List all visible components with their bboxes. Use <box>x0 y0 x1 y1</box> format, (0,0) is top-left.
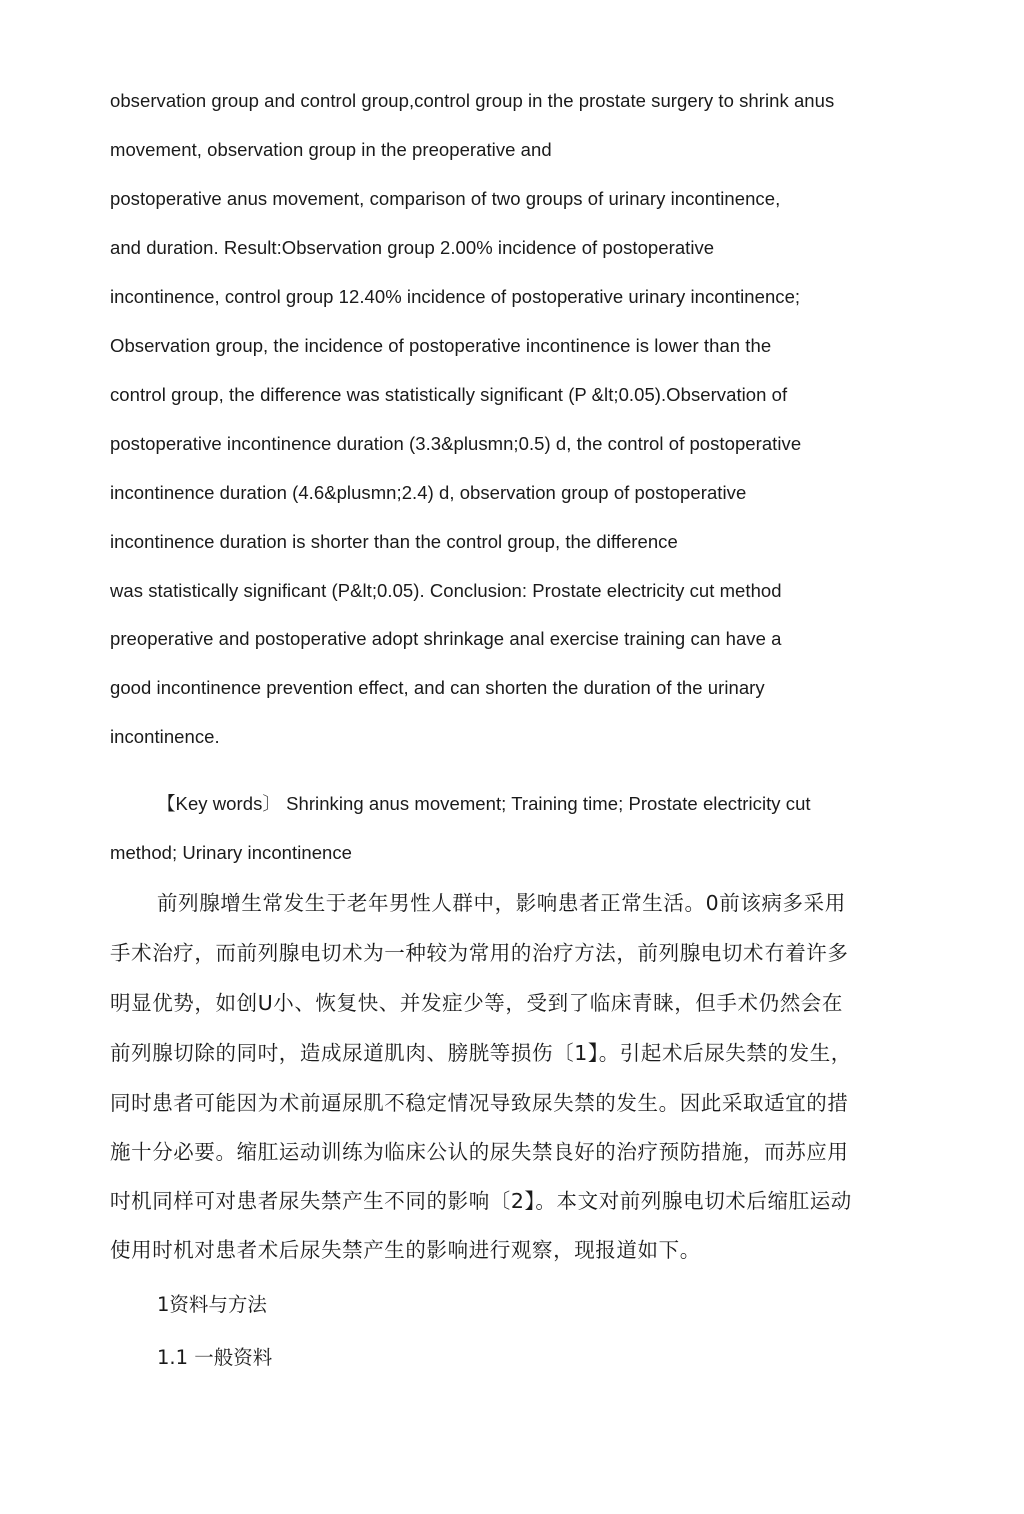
abstract-line: incontinence, control group 12.40% incidence of postoperative urinary incontinence; <box>110 286 801 307</box>
intro-line: 同时患者可能因为术前逼尿肌不稳定情况导致尿失禁的发生。因此采取适宜的措 <box>110 1091 849 1115</box>
intro-line: 手术治疗，而前列腺电切术为一种较为常用的治疗方法，前列腺电切术冇着许多 <box>110 941 849 965</box>
abstract-line: postoperative anus movement, comparison of two groups of urinary incontinence, <box>110 188 781 209</box>
abstract-line: Observation group, the incidence of postoperative incontinence is lower than the <box>110 335 772 356</box>
keywords-line: 【Key words〕 Shrinking anus movement; Training time; Prostate electricity cut <box>157 793 811 814</box>
abstract-line: was statistically significant (P&lt;0.05). Conclusion: Prostate electricity cut method <box>110 580 782 601</box>
abstract-line: observation group and control group,control group in the prostate surgery to shrink anus <box>110 90 835 111</box>
abstract-line: good incontinence prevention effect, and can shorten the duration of the urinary <box>110 677 765 698</box>
abstract-line: preoperative and postoperative adopt shrinkage anal exercise training can have a <box>110 628 782 649</box>
intro-line: 使用时机对患者术后尿失禁产生的影响进行观察，现报道如下。 <box>110 1238 701 1262</box>
intro-line: 明显优势，如创U小、恢复快、并发症少等，受到了临床青睐，但手术仍然会在 <box>110 991 844 1015</box>
intro-line: 吋机同样可对患者尿失禁产生不同的影响〔2】。本文对前列腺电切术后缩肛运动 <box>110 1189 852 1213</box>
abstract-line: incontinence duration is shorter than the control group, the difference <box>110 531 678 552</box>
intro-line: 施十分必要。缩肛运动训练为临床公认的尿失禁良好的治疗预防措施，而苏应用 <box>110 1140 849 1164</box>
intro-line: 前列腺切除的同吋，造成尿道肌肉、膀胱等损伤〔1】。引起术后尿失禁的发生， <box>110 1041 852 1065</box>
subsection-heading: 1.1 一般资料 <box>157 1346 273 1369</box>
abstract-line: incontinence. <box>110 726 220 747</box>
section-heading: 1资料与方法 <box>157 1293 267 1316</box>
abstract-line: incontinence duration (4.6&plusmn;2.4) d, observation group of postoperative <box>110 482 747 503</box>
keywords-line: method; Urinary incontinence <box>110 842 353 863</box>
abstract-line: and duration. Result:Observation group 2.00% incidence of postoperative <box>110 237 715 258</box>
abstract-line: movement, observation group in the preoperative and <box>110 139 552 160</box>
intro-line: 前列腺增生常发生于老年男性人群中，影响患者正常生活。0前该病多采用 <box>157 891 846 915</box>
abstract-line: postoperative incontinence duration (3.3&plusmn;0.5) d, the control of postoperative <box>110 433 802 454</box>
abstract-line: control group, the difference was statistically significant (P &lt;0.05).Observation of <box>110 384 788 405</box>
